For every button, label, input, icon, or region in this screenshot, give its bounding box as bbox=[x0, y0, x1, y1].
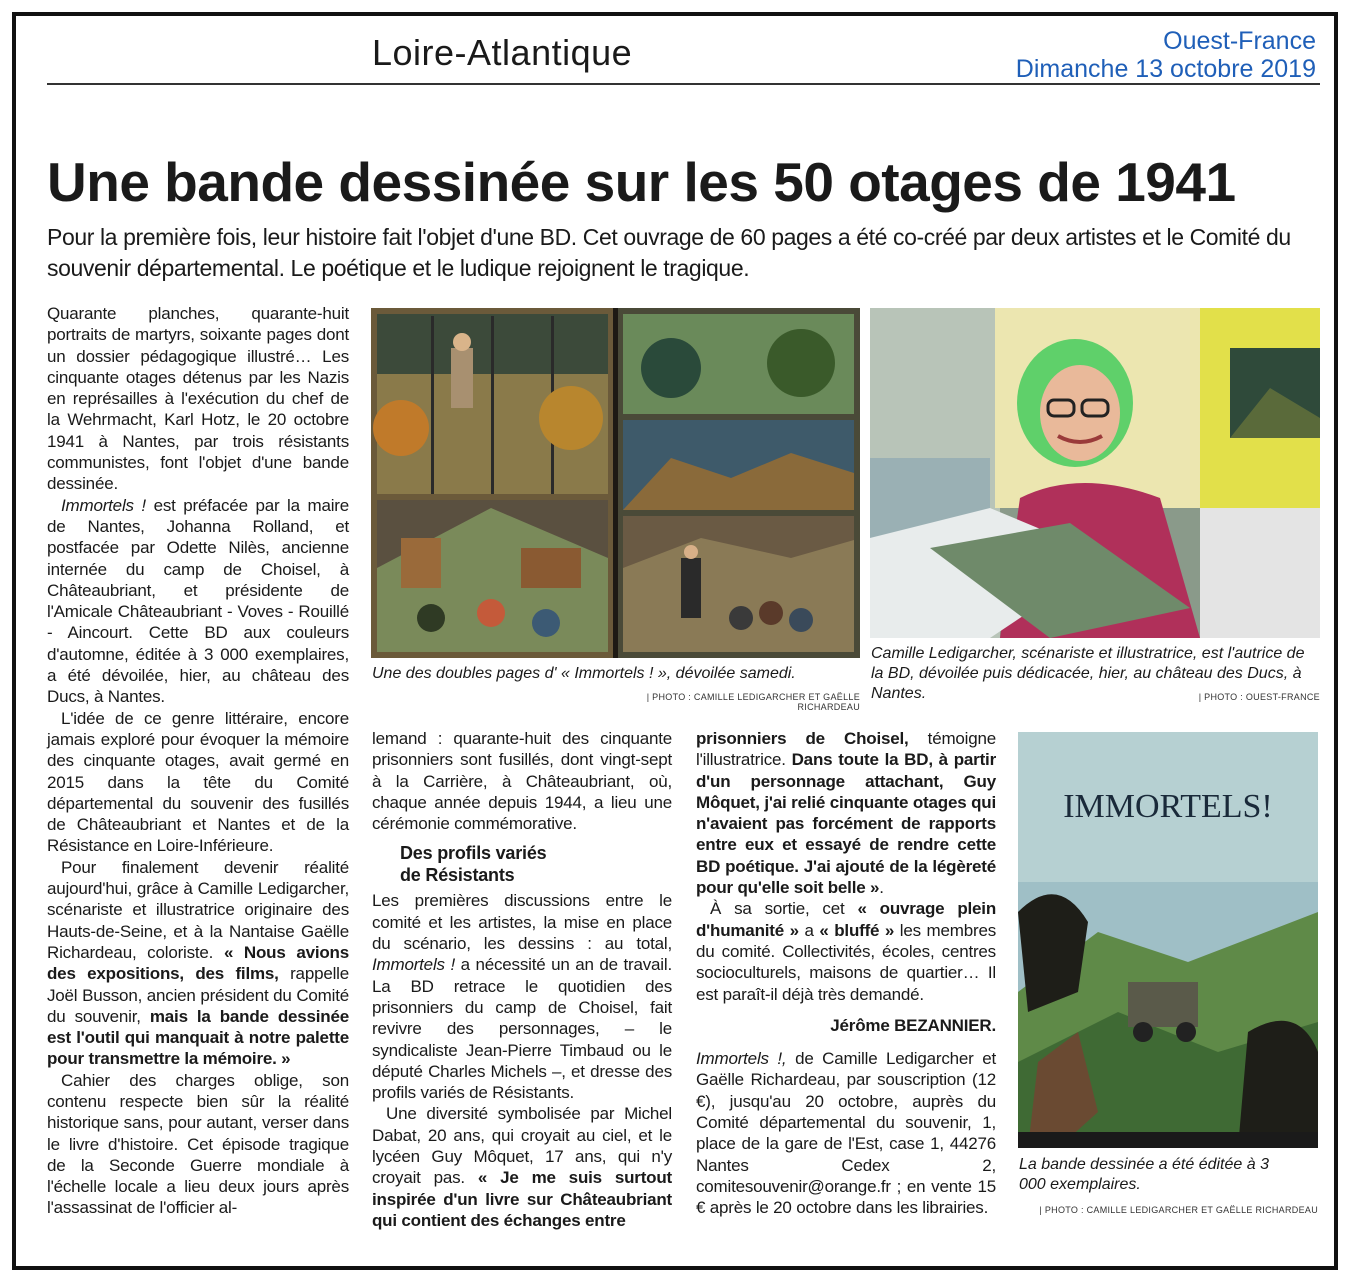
paragraph-text: est préfacée par la maire de Nantes, Johanna Rolland, et postfacée par Odette Nilès, ancienne internée du camp de Choisel, à Châteaubriant, et présidente de l'Amicale Châteaubriant - Voves - Rouillé - Aincourt. Cette BD aux couleurs d'automne, éditée à 3 000 exemplaires, a été dévoilée, hier, au château des Ducs, à Nantes. bbox=[47, 495, 349, 707]
column-3 bbox=[696, 728, 996, 1219]
paragraph-text: À sa sortie, cet bbox=[710, 899, 858, 919]
quote: mais la bande dessinée est l'outil qui manquait à notre palette pour transmettre la mémoire. » bbox=[47, 1006, 349, 1069]
author-signature: Jérôme BEZANNIER. bbox=[830, 1015, 996, 1035]
book-title: Immortels ! bbox=[61, 495, 146, 515]
photo-author bbox=[870, 308, 1320, 638]
paragraph-text: les membres du comité. Collectivités, écoles, centres socioculturels, maisons de quartier… Il est paraît-il déjà très demandé. bbox=[696, 920, 996, 1004]
quote: « bluffé » bbox=[819, 920, 895, 940]
book-title: Immortels ! bbox=[372, 955, 455, 975]
paragraph: Cahier des charges oblige, son contenu respecte bien sûr la réalité historique sans, pour autant, verser dans le livre d'histoire. Cet épisode tragique de la Seconde Guerre mondiale à l'échelle locale a lieu deux jours après l'assassinat de l'officier al- bbox=[47, 1070, 349, 1218]
subheading-line: Des profils variés bbox=[400, 843, 547, 864]
publication-date: Dimanche 13 octobre 2019 bbox=[1015, 55, 1316, 83]
paragraph-text: Les premières discussions entre le comité et les artistes, la mise en place du scénario, les dessins : au total, bbox=[372, 891, 672, 954]
book-title: Immortels !, bbox=[696, 1049, 787, 1069]
paragraph-text: . bbox=[879, 878, 884, 898]
paragraph bbox=[696, 728, 996, 898]
paragraph-text: témoigne l'illustratrice. bbox=[696, 729, 997, 770]
credit-author: | PHOTO : OUEST-FRANCE bbox=[1198, 692, 1320, 702]
newspaper-name: Ouest-France bbox=[1163, 27, 1316, 55]
quote: « Je me suis surtout inspirée d'un livre sur Châteaubriant qui contient des échanges entre bbox=[372, 1168, 672, 1230]
subheading-line: de Résistants bbox=[400, 865, 515, 886]
lead-paragraph: Pour la première fois, leur histoire fait l'objet d'une BD. Cet ouvrage de 60 pages a été co-créé par deux artistes et le Comité du souvenir départemental. Le poétique et le ludique rejoignent le tragique. bbox=[47, 224, 1291, 281]
paragraph-text: a bbox=[798, 920, 820, 940]
paragraph bbox=[47, 857, 349, 1070]
column-1 bbox=[47, 303, 349, 1219]
comic-spread-image bbox=[371, 308, 860, 658]
paragraph bbox=[47, 495, 349, 708]
paragraph-text: Pour finalement devenir réalité aujourd'hui, grâce à Camille Ledigarcher, scénariste et illustratrice originaire des Hauts-de-Seine, et à la Nantaise Gaëlle Richardeau, coloriste. bbox=[47, 857, 349, 962]
subheading bbox=[400, 842, 672, 886]
photo-book-cover bbox=[1018, 732, 1318, 1148]
paragraph-text: rappelle Joël Busson, ancien président du Comité du souvenir, bbox=[47, 964, 349, 1026]
paragraph-text: Une diversité symbolisée par Michel Dabat, 20 ans, qui croyait au ciel, et le lycéen Guy Môquet, 17 ans, qui n'y croyait pas. bbox=[372, 1104, 672, 1188]
column-2 bbox=[372, 728, 672, 1231]
quote: prisonniers de Choisel, bbox=[696, 729, 909, 748]
caption-comic-spread: Une des doubles pages d' « Immortels ! », dévoilée samedi. bbox=[372, 665, 796, 682]
paragraph bbox=[372, 1103, 672, 1231]
newspaper-header bbox=[1016, 27, 1316, 83]
quote: Dans toute la BD, à partir d'un personnage attachant, Guy Môquet, j'ai relié cinquante otages qui n'avaient pas forcément de rapports entre eux et essayé de rendre cette BD poétique. J'ai ajouté de la légèreté pour qu'elle soit belle » bbox=[696, 750, 996, 898]
paragraph-text: a nécessité un an de travail. La BD retrace le quotidien des prisonniers du camp de Choisel, fait revivre des personnages, – le syndicaliste Jean-Pierre Timbaud ou le député Charles Michels –, et dresse des profils variés de Résistants. bbox=[372, 955, 672, 1103]
quote: « ouvrage plein d'humanité » bbox=[696, 899, 996, 940]
paragraph: Quarante planches, quarante-huit portraits de martyrs, soixante pages dont un dossier pédagogique illustré… Les cinquante otages détenus par les Nazis en représailles à l'exécution du chef de la Wehrmacht, Karl Hotz, le 20 octobre 1941 à Nantes, par trois résistants communistes, font l'objet d'une bande dessinée. bbox=[47, 304, 349, 494]
header-rule bbox=[47, 83, 1320, 85]
caption-book-cover: La bande dessinée a été éditée à 3 000 exemplaires. bbox=[1019, 1156, 1269, 1193]
paragraph-text: de Camille Ledigarcher et Gaëlle Richardeau, par souscription (12 €), jusqu'au 20 octobre, auprès du Comité départemental du souvenir, 1, place de la gare de l'Est, case 1, 44276 Nantes Cedex 2, comitesouvenir@orange.fr ; en vente 15 € après le 20 octobre dans les librairies. bbox=[696, 1049, 996, 1218]
author-image bbox=[870, 308, 1320, 638]
cover-title-art: IMMORTELS! bbox=[1063, 788, 1273, 825]
section-title: Loire-Atlantique bbox=[372, 32, 633, 73]
paragraph: L'idée de ce genre littéraire, encore jamais exploré pour évoquer la mémoire des cinquante otages, avait germé en 2015 dans la tête du Comité départemental du souvenir des fusillés de Châteaubriant et Nantes et de la Résistance en Loire-Inférieure. bbox=[47, 708, 349, 856]
quote: « Nous avions des expositions, des films, bbox=[47, 942, 349, 984]
practical-info bbox=[696, 1048, 996, 1218]
paragraph: lemand : quarante-huit des cinquante prisonniers sont fusillés, dont vingt-sept à la Carrière, à Châteaubriant, où, chaque année depuis 1944, a lieu une cérémonie commémorative. bbox=[372, 729, 672, 834]
credit-book-cover: | PHOTO : CAMILLE LEDIGARCHER ET GAËLLE RICHARDEAU bbox=[1039, 1205, 1318, 1215]
paragraph bbox=[696, 898, 996, 1004]
credit-comic-spread: | PHOTO : CAMILLE LEDIGARCHER ET GAËLLE RICHARDEAU bbox=[646, 692, 860, 712]
book-cover-image bbox=[1018, 732, 1318, 1148]
paragraph bbox=[372, 890, 672, 1103]
photo-comic-spread bbox=[371, 308, 860, 658]
caption-author: Camille Ledigarcher, scénariste et illustratrice, est l'autrice de la BD, dévoilée puis dédicacée, hier, au château des Ducs, à Nantes. bbox=[871, 645, 1305, 702]
headline: Une bande dessinée sur les 50 otages de 1941 bbox=[47, 151, 1236, 213]
